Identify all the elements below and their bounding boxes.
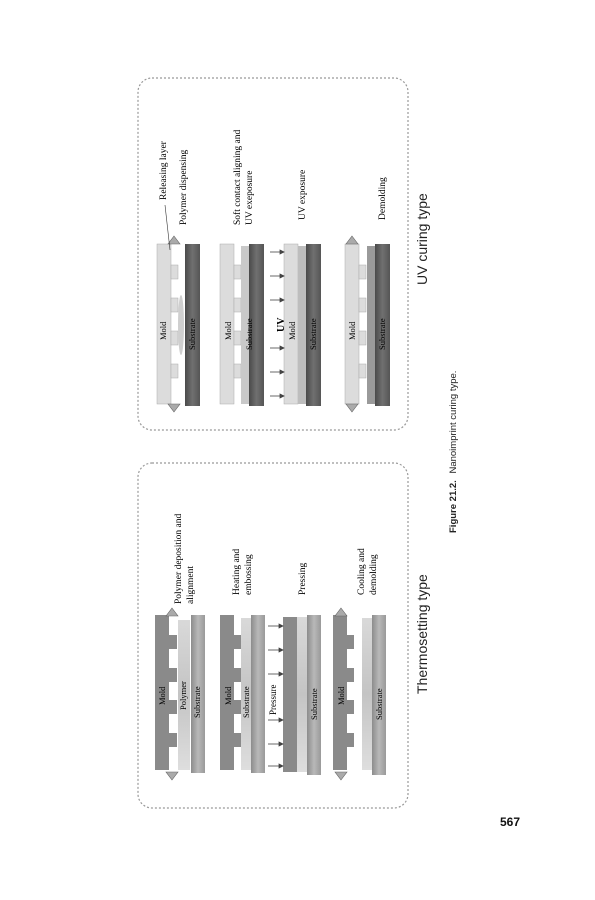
thermo-step-1-caption-line-2: alignment bbox=[186, 566, 196, 604]
svg-text:Figure 21.2. Nanoimprint bbox=[448, 371, 459, 533]
uv-step-3-label-substrate: Substrate bbox=[308, 318, 318, 350]
uv-step-2-label-mold: Mold bbox=[223, 321, 233, 340]
thermo-step-2-caption-line-1: Heating and bbox=[232, 548, 242, 595]
uv-step-1-caption-line-1: Releasing layer bbox=[159, 141, 169, 200]
thermo-step-2-label-mold: Mold bbox=[223, 686, 233, 705]
uv-step-2-caption-line-1: Soft contact aligning and bbox=[233, 129, 243, 225]
thermo-step-4-label-mold: Mold bbox=[336, 686, 346, 705]
thermo-step-4-label-substrate: Substrate bbox=[374, 688, 384, 720]
thermo-step-3-caption-line-1: Pressing bbox=[298, 562, 308, 595]
thermo-step-3-label-pressure: Pressure bbox=[268, 684, 278, 715]
thermo-step-2-caption-line-2: embossing bbox=[244, 554, 254, 595]
uv-panel bbox=[157, 130, 430, 412]
thermo-step-3-label-substrate: Substrate bbox=[309, 688, 319, 720]
figure-caption-text: Nanoimprint curing type. bbox=[448, 370, 459, 474]
uv-title: UV curing type bbox=[414, 193, 430, 285]
uv-step-2-caption-line-2: UV exeposure bbox=[245, 170, 255, 225]
uv-step-4-label-substrate: Substrate bbox=[377, 318, 387, 350]
uv-step-1-diagram bbox=[157, 205, 200, 412]
uv-step-3-label-uv: UV bbox=[276, 317, 287, 332]
thermo-step-1-caption-line-1: Polymer deposition and bbox=[174, 513, 184, 604]
thermo-step-2-label-substrate: Substrate bbox=[241, 686, 251, 718]
uv-step-2-label-substrate: Substrate bbox=[244, 318, 254, 350]
thermo-step-1-label-polymer: Polymer bbox=[178, 681, 188, 710]
figure-caption-label: Figure 21.2. bbox=[448, 480, 459, 533]
uv-step-1-label-substrate: Substrate bbox=[187, 318, 197, 350]
uv-step-1-label-mold: Mold bbox=[158, 321, 168, 340]
thermo-step-4-caption-line-1: Cooling and bbox=[357, 548, 367, 595]
thermosetting-title: Thermosetting type bbox=[414, 574, 430, 694]
thermo-step-1-label-mold: Mold bbox=[157, 686, 167, 705]
page-number: 567 bbox=[500, 815, 521, 829]
uv-step-4-label-mold: Mold bbox=[347, 321, 357, 340]
thermosetting-panel bbox=[155, 514, 430, 780]
figure-caption bbox=[448, 371, 459, 533]
uv-step-1-caption-line-2: Polymer dispensing bbox=[179, 149, 189, 225]
thermo-step-1-label-substrate: Substrate bbox=[192, 686, 202, 718]
uv-step-4-caption-line-1: Demolding bbox=[378, 177, 388, 220]
uv-step-3-label-mold: Mold bbox=[287, 321, 297, 340]
uv-step-3-caption-line-1: UV exposure bbox=[298, 169, 308, 220]
thermo-step-4-caption-line-2: demolding bbox=[369, 554, 379, 595]
